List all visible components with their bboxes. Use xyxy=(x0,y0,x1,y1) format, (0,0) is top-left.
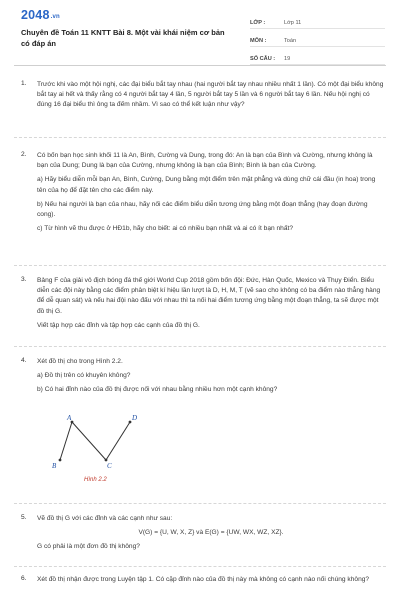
meta-row-count xyxy=(250,50,385,65)
vertex-label-c: C xyxy=(107,462,112,470)
question-part-c: c) Từ hình vẽ thu được ở HĐ1b, hãy cho biết: ai có nhiều bạn nhất và ai có ít bạn nhất? xyxy=(37,225,293,233)
question-part-a: a) Đồ thị trên có khuyên không? xyxy=(37,372,131,380)
logo-suffix: .vn xyxy=(50,14,60,20)
question-divider xyxy=(14,503,386,504)
question-number: 4. xyxy=(21,357,27,364)
question-number: 2. xyxy=(21,151,27,158)
figure-caption: Hình 2.2 xyxy=(84,477,107,483)
question-part-b: b) Có hai đỉnh nào của đồ thị được nối với nhau bằng nhiều hơn một cạnh không? xyxy=(37,386,278,394)
question-divider xyxy=(14,566,386,567)
question-body xyxy=(37,514,385,557)
question-text: Xét đồ thị cho trong Hình 2.2. xyxy=(37,358,123,365)
question-number: 1. xyxy=(21,80,27,87)
header xyxy=(0,0,400,66)
graph-vertex xyxy=(129,421,132,424)
graph-vertex xyxy=(59,459,62,462)
meta-row-subject xyxy=(250,32,385,47)
question-text: Vẽ đồ thị G với các đỉnh và các cạnh như sau: xyxy=(37,515,173,522)
meta-info xyxy=(250,14,385,68)
question-task: G có phải là một đơn đồ thị không? xyxy=(37,543,140,551)
vertex-label-b: B xyxy=(52,462,57,470)
question-number: 5. xyxy=(21,514,27,521)
question-body xyxy=(37,151,385,238)
question-number: 6. xyxy=(21,575,27,582)
logo-text: 2048 xyxy=(21,8,50,22)
question-divider xyxy=(14,346,386,347)
vertex-label-d: D xyxy=(132,414,138,422)
header-divider xyxy=(14,65,386,66)
question-number: 3. xyxy=(21,276,27,283)
question-text: Bảng F của giải vô địch bóng đá thế giới World Cup 2018 gồm bốn đội: Đức, Hàn Quốc, Mexico và Thụy Điển. Biểu diễn các đội này bằng các điểm phân biệt kí hiệu lần lượt là D, H, M, T (vẽ sao cho không có ba điểm nào thẳng hàng để dễ quan sát) và nếu hai đội nào đấu với nhau thì ta nối hai điểm tương ứng bằng một đoạn thẳng, ta sẽ được một đồ thị G. xyxy=(37,277,381,315)
question-body xyxy=(37,80,385,115)
graph-edge xyxy=(106,422,130,460)
meta-value: Toán xyxy=(284,38,297,44)
meta-row-class xyxy=(250,14,385,29)
graph-edge xyxy=(72,422,106,460)
meta-label: LỚP : xyxy=(250,20,266,26)
meta-label: SỐ CÂU : xyxy=(250,56,276,62)
question-part-b: b) Nếu hai người là bạn của nhau, hãy nối các điểm biểu diễn tương ứng bằng một đoạn thẳng (hay đoạn đường cong). xyxy=(37,200,368,219)
graph-edge xyxy=(60,422,72,460)
vertex-label-a: A xyxy=(67,414,72,422)
question-body xyxy=(37,276,385,335)
question-text: Xét đồ thị nhận được trong Luyện tập 1. Có cặp đỉnh nào của đồ thị này mà không có cạnh nào nối chúng không? xyxy=(37,576,370,583)
question-text: Có bốn bạn học sinh khối 11 là An, Bình, Cường và Dung, trong đó: An là bạn của Bình và Cường, nhưng không là bạn của Dung; Dung là bạn của Cường, nhưng không là bạn của Bình; Bình là bạn của Cường. xyxy=(37,152,373,170)
question-body xyxy=(37,575,385,589)
question-body xyxy=(37,357,385,400)
site-logo[interactable] xyxy=(21,8,60,22)
graph-vertex xyxy=(105,459,108,462)
meta-value: Lớp 11 xyxy=(284,20,302,26)
document-title: Chuyên đề Toán 11 KNTT Bài 8. Một vài khái niệm cơ bản có đáp án xyxy=(21,28,225,48)
question-text: Trước khi vào một hội nghị, các đại biểu bắt tay nhau (hai người bắt tay nhau nhiều nhất 1 lần). Có một đại biểu không bắt tay ai hết và thấy rằng có 4 người bắt tay 4 lần, 5 người bắt tay 5 lần và 6 người bắt tay 6 lần. Nếu hội nghị có đúng 16 đại biểu thì ông ta đếm nhầm. Vì sao có thể kết luận như vậy? xyxy=(37,81,384,109)
meta-label: MÔN : xyxy=(250,38,267,44)
question-divider xyxy=(14,137,386,138)
question-part-a: a) Hãy biểu diễn mỗi bạn An, Bình, Cường, Dung bằng một điểm trên mặt phẳng và dùng chữ cái đầu (in hoa) trong tên của họ để đặt tên cho các điểm này. xyxy=(37,176,376,194)
question-formula: V(G) = {U, W, X, Z} và E(G) = {UW, WX, WZ, XZ}. xyxy=(138,529,284,537)
question-task: Viết tập hợp các đỉnh và tập hợp các cạnh của đồ thị G. xyxy=(37,321,200,329)
meta-value: 19 xyxy=(284,56,291,62)
question-divider xyxy=(14,265,386,266)
